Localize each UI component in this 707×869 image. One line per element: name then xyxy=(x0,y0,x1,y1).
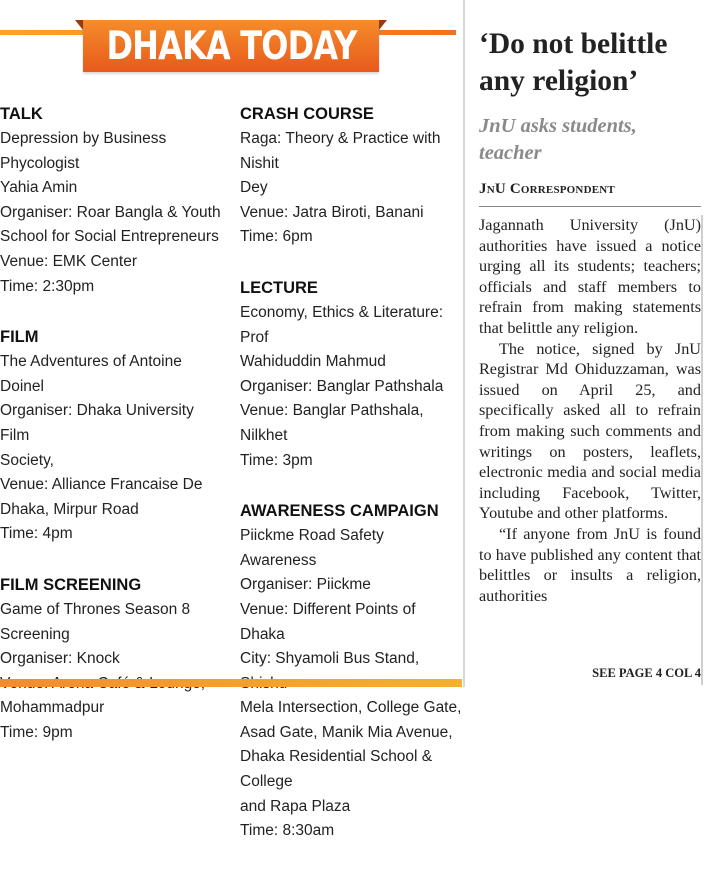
article-subhead: JnU asks students, teacher xyxy=(479,115,637,164)
article-side-rule xyxy=(701,215,703,685)
event-line: Asad Gate, Manik Mia Avenue, xyxy=(240,723,453,741)
banner-fold-left xyxy=(75,20,83,30)
footer-bar xyxy=(0,679,462,687)
article-paragraph: “If anyone from JnU is found to have published any content that belittles or insults a religion, authorities xyxy=(479,524,701,605)
event-line: and Rapa Plaza xyxy=(240,797,351,815)
event-line: Dhaka Residential School & College xyxy=(240,748,433,791)
event-line: Screening xyxy=(0,625,70,643)
event-line: Organiser: Roar Bangla & Youth xyxy=(0,203,221,221)
event-category: FILM xyxy=(0,328,39,347)
continuation-note: SEE PAGE 4 COL 4 xyxy=(592,666,701,680)
event-line: Raga: Theory & Practice with Nishit xyxy=(240,130,441,172)
event-line: Piickme Road Safety Awareness xyxy=(240,527,384,569)
events-column-left xyxy=(0,101,226,770)
event-line: Dey xyxy=(240,179,268,197)
section-title: DHAKA TODAY xyxy=(105,23,357,69)
event-line: The Adventures of Antoine Doinel xyxy=(0,353,182,395)
byline-rule xyxy=(479,206,701,207)
event-line: Organiser: Banglar Pathshala xyxy=(240,377,444,395)
event-category: LECTURE xyxy=(240,278,318,297)
event-category: TALK xyxy=(0,105,43,123)
event-line: Organiser: Piickme xyxy=(240,576,371,594)
event-awareness-campaign xyxy=(240,498,462,844)
event-line: Venue: Different Points of Dhaka xyxy=(240,600,416,643)
event-line: Economy, Ethics & Literature: Prof xyxy=(240,303,444,346)
event-talk xyxy=(0,101,226,299)
event-line: Venue: Jatra Biroti, Banani xyxy=(240,203,424,221)
byline-text: JnU Correspondent xyxy=(479,181,615,197)
article-paragraph: The notice, signed by JnU Registrar Md Ohiduzzaman, was issued on April 25, and specifically asked all to refrain from making such comments and writings on posters, leaflets, electronic media and social media including Facebook, Twitter, Youtube and other platforms. xyxy=(479,339,701,523)
column-divider xyxy=(463,0,465,687)
event-line: Dhaka, Mirpur Road xyxy=(0,500,139,518)
event-line: City: Shyamoli Bus Stand, xyxy=(240,650,420,668)
event-line: Time: 4pm xyxy=(0,525,73,543)
section-banner xyxy=(83,20,379,72)
event-line: School for Social Entrepreneurs xyxy=(0,228,219,246)
event-category: FILM SCREENING xyxy=(0,575,142,594)
event-crash-course xyxy=(240,101,462,250)
article-headline: ‘Do not belittle any religion’ xyxy=(479,28,668,97)
event-film-screening xyxy=(0,572,226,746)
news-article xyxy=(479,26,701,606)
event-line: Wahiduddin Mahmud xyxy=(240,353,386,371)
event-line: Venue: EMK Center xyxy=(0,252,137,270)
article-body xyxy=(479,215,701,606)
event-film xyxy=(0,324,226,547)
event-line: Mohammadpur xyxy=(0,699,105,717)
event-category: AWARENESS CAMPAIGN xyxy=(240,502,439,521)
event-line: Time: 9pm xyxy=(0,723,73,741)
event-lecture xyxy=(240,275,462,473)
event-line: Organiser: Knock xyxy=(0,650,120,668)
events-column-middle xyxy=(240,101,462,869)
event-line: Time: 2:30pm xyxy=(0,277,95,295)
event-line: Yahia Amin xyxy=(0,179,78,197)
event-category: CRASH COURSE xyxy=(240,105,374,123)
event-line: Game of Thrones Season 8 xyxy=(0,600,191,618)
event-line: Depression by Business Phycologist xyxy=(0,130,167,172)
banner-fold-right xyxy=(379,20,387,30)
article-byline xyxy=(479,181,701,198)
event-line: Society, xyxy=(0,451,54,469)
event-line: Mela Intersection, College Gate, xyxy=(240,699,462,717)
event-line: Organiser: Dhaka University Film xyxy=(0,402,194,444)
article-paragraph: Jagannath University (JnU) authorities have issued a notice urging all its students; teachers; officials and staff members to refrain from making statements that belittle any religion. xyxy=(479,216,701,337)
event-line: Venue: Banglar Pathshala, Nilkhet xyxy=(240,402,424,444)
event-line: Time: 6pm xyxy=(240,228,313,246)
event-line: Time: 8:30am xyxy=(240,822,335,840)
event-line: Time: 3pm xyxy=(240,451,313,469)
event-line: Venue: Alliance Francaise De xyxy=(0,476,203,494)
